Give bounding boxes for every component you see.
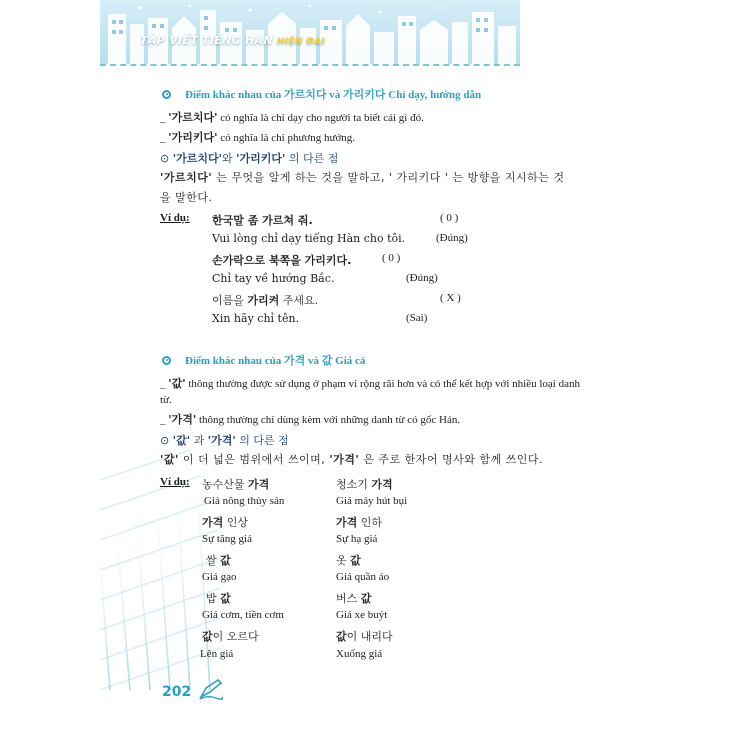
example-mark: ( 0 ): [382, 252, 401, 264]
example-korean-bold: 가격: [248, 478, 270, 491]
target-icon: ⊙: [160, 152, 173, 165]
header-banner: [100, 0, 520, 64]
example-korean-part: 이 내리다: [346, 630, 393, 643]
korean-explanation: [160, 168, 570, 208]
example-vietnamese: Vui lòng chỉ dạy tiếng Hàn cho tôi.: [212, 232, 406, 245]
example-vietnamese: Lên giá: [200, 648, 234, 660]
example-korean-part: 이름을: [212, 294, 248, 307]
example-korean: [202, 628, 259, 644]
example-korean: 한국말 좀 가르쳐 줘.: [212, 214, 313, 227]
definition-text: thông thường chỉ dùng kèm với những danh từ có gốc Hán.: [196, 414, 461, 426]
subheading-text: 의 다른 점: [285, 152, 339, 165]
term: '가격': [329, 453, 360, 466]
subheading-text: 과: [190, 434, 208, 447]
example-korean: [336, 514, 382, 530]
example-korean-part: 인상: [223, 516, 249, 529]
example-korean-bold: 값: [202, 630, 213, 643]
term: '값': [160, 453, 179, 466]
definition-text: thông thường được sử dụng ở phạm vi rộng rãi hơn và có thể kết hợp với nhiều loại danh từ.: [160, 378, 580, 406]
explanation-text: 는 무엇을 알게 하는 것을 말하고, ' 가리키다 ' 는 방향을 지시하는 것을 말한다.: [160, 171, 565, 204]
term: '가르치다': [168, 111, 218, 124]
definition-line: [160, 412, 580, 428]
korean-explanation: [160, 450, 570, 470]
city-skyline-illustration: [100, 0, 520, 64]
example-korean-part: 주세요.: [279, 294, 319, 307]
bullet-circle-icon: [162, 90, 171, 99]
section-heading-text: Điểm khác nhau của 가격 và 값 Giá cả: [185, 355, 366, 367]
section-heading: [160, 352, 580, 368]
example-korean-part: 버스: [336, 592, 361, 605]
example-block: [160, 212, 580, 332]
example-mark: (Đúng): [406, 272, 438, 284]
page-content: [160, 86, 580, 666]
example-korean-part: 인하: [357, 516, 383, 529]
example-korean-part: 옷: [336, 554, 351, 567]
example-vietnamese: Xin hãy chỉ tên.: [212, 312, 300, 325]
example-korean-bold: 값: [220, 554, 231, 567]
term: '가르치다': [160, 171, 213, 184]
example-korean-bold: 가격: [336, 516, 358, 529]
example-vietnamese: Giá quần áo: [336, 571, 390, 583]
term: '가리키다': [168, 131, 218, 144]
term: '값': [168, 377, 186, 390]
book-title-sub: HIỆN ĐẠI: [277, 37, 326, 47]
example-label: Ví dụ:: [160, 476, 190, 488]
example-korean: [206, 552, 231, 568]
subheading-text: 의 다른 점: [235, 434, 289, 447]
example-mark: ( X ): [440, 292, 461, 304]
term: '값': [172, 434, 191, 447]
example-vietnamese: Chỉ tay về hướng Bắc.: [212, 272, 335, 285]
term: '가격': [168, 413, 197, 426]
header-divider: [100, 64, 520, 66]
example-korean: [202, 476, 269, 492]
example-korean: [212, 292, 318, 308]
explanation-text: 이 더 넓은 범위에서 쓰이며,: [178, 453, 330, 466]
line-prefix: _: [160, 112, 169, 124]
definition-line: [160, 110, 580, 126]
example-korean: [336, 552, 361, 568]
example-vietnamese: Sự tăng giá: [202, 533, 252, 545]
example-korean: [336, 476, 393, 492]
line-prefix: _: [160, 378, 169, 390]
example-vietnamese: Giá máy hút bụi: [336, 495, 408, 507]
definition-line: [160, 130, 580, 146]
example-korean-part: 청소기: [336, 478, 372, 491]
example-korean: 손가락으로 북쪽을 가리키다.: [212, 254, 352, 267]
line-prefix: _: [160, 132, 169, 144]
pen-writing-icon: [198, 678, 224, 700]
definition-line: [160, 376, 580, 408]
section-heading: [160, 86, 580, 102]
example-vietnamese: Giá cơm, tiền cơm: [202, 609, 284, 621]
target-icon: ⊙: [160, 434, 173, 447]
example-mark: (Đúng): [436, 232, 468, 244]
example-korean-part: 밥: [206, 592, 221, 605]
section-heading-text: Điểm khác nhau của 가르치다 và 가리키다 Chỉ dạy, hướng dẫn: [185, 89, 482, 101]
example-vietnamese: Giá gạo: [202, 571, 237, 583]
book-title: [140, 34, 325, 47]
example-mark: ( 0 ): [440, 212, 459, 224]
example-korean-bold: 값: [360, 592, 372, 605]
example-vietnamese: Xuống giá: [336, 648, 383, 660]
example-korean-bold: 가격: [202, 516, 224, 529]
bullet-circle-icon: [162, 356, 171, 365]
example-korean-bold: 가격: [371, 478, 393, 491]
example-korean-part: 이 오르다: [212, 630, 259, 643]
example-korean-part: 쌀: [206, 554, 221, 567]
line-prefix: _: [160, 414, 169, 426]
example-korean-part: 농수산물: [202, 478, 249, 491]
example-vietnamese: Sự hạ giá: [336, 533, 378, 545]
example-korean: [336, 590, 371, 606]
korean-subheading: [160, 432, 580, 448]
explanation-text: 은 주로 한자어 명사와 함께 쓰인다.: [359, 453, 543, 466]
example-korean-bold: 가리켜: [247, 294, 280, 307]
example-vietnamese: Giá xe buýt: [336, 609, 388, 621]
example-korean: [206, 590, 231, 606]
term: '가격': [207, 434, 236, 447]
example-block: [160, 476, 580, 666]
example-mark: (Sai): [406, 312, 428, 324]
term: '가리키다': [236, 152, 286, 165]
example-korean-bold: 값: [220, 592, 231, 605]
korean-subheading: [160, 150, 580, 166]
definition-text: có nghĩa là chỉ dạy cho người ta biết cái gì đó.: [217, 112, 424, 124]
page-number: 202: [162, 684, 192, 700]
example-vietnamese: Giá nông thủy sản: [204, 495, 285, 507]
example-korean-bold: 값: [350, 554, 361, 567]
example-label: Ví dụ:: [160, 212, 190, 224]
subheading-text: 와: [221, 152, 237, 165]
book-title-main: TẬP VIẾT TIẾNG HÀN: [140, 34, 273, 47]
example-korean-bold: 값: [336, 630, 347, 643]
definition-text: có nghĩa là chỉ phương hướng.: [217, 132, 356, 144]
example-korean: [336, 628, 393, 644]
term: '가르치다': [172, 152, 222, 165]
example-korean: [202, 514, 248, 530]
